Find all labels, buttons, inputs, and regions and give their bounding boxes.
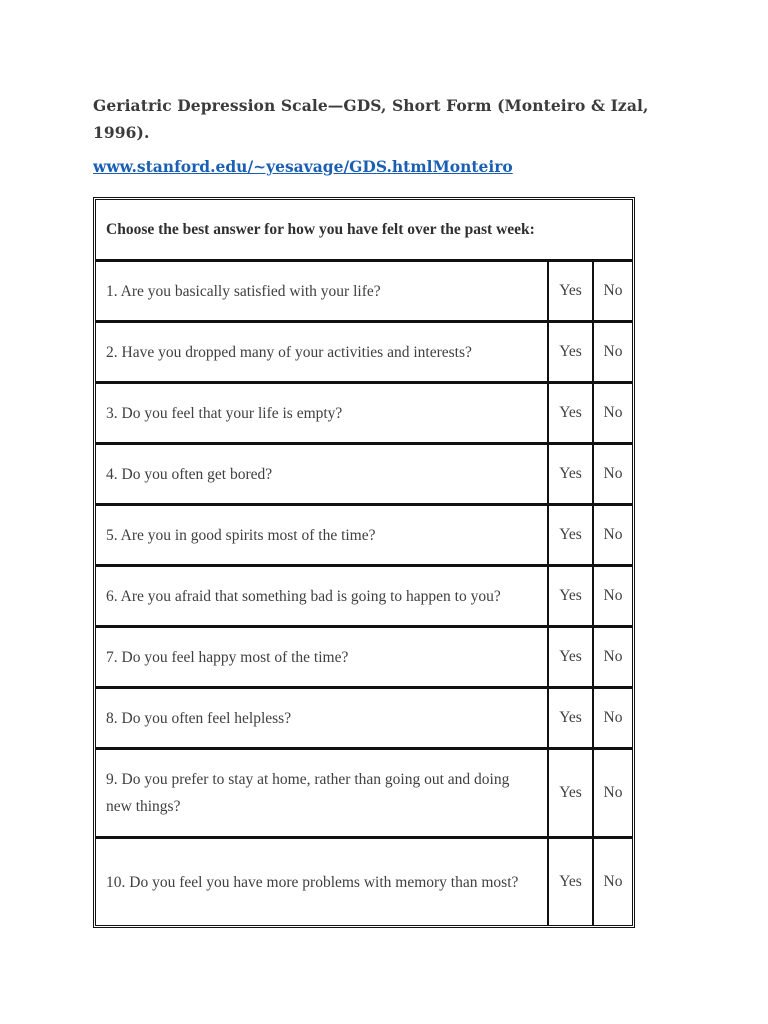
table-row (95, 626, 633, 687)
yes-option[interactable]: Yes (548, 837, 593, 926)
gds-table (93, 197, 635, 928)
document-title: Geriatric Depression Scale—GDS, Short Form (Monteiro & Izal, 1996). (93, 96, 649, 142)
no-option[interactable]: No (593, 443, 633, 504)
no-option[interactable]: No (593, 687, 633, 748)
question-8: 8. Do you often feel helpless? (95, 687, 548, 748)
question-10: 10. Do you feel you have more problems with memory than most? (95, 837, 548, 926)
question-1: 1. Are you basically satisfied with your life? (95, 260, 548, 321)
yes-option[interactable]: Yes (548, 748, 593, 837)
yes-option[interactable]: Yes (548, 443, 593, 504)
no-option[interactable]: No (593, 382, 633, 443)
table-row (95, 748, 633, 837)
table-row (95, 565, 633, 626)
yes-option[interactable]: Yes (548, 321, 593, 382)
table-row (95, 382, 633, 443)
yes-option[interactable]: Yes (548, 565, 593, 626)
question-2: 2. Have you dropped many of your activities and interests? (95, 321, 548, 382)
table-header: Choose the best answer for how you have felt over the past week: (95, 199, 633, 260)
yes-option[interactable]: Yes (548, 260, 593, 321)
table-row (95, 687, 633, 748)
source-link[interactable]: www.stanford.edu/~yesavage/GDS.htmlMonteiro (93, 157, 513, 176)
question-6: 6. Are you afraid that something bad is going to happen to you? (95, 565, 548, 626)
question-4: 4. Do you often get bored? (95, 443, 548, 504)
no-option[interactable]: No (593, 321, 633, 382)
yes-option[interactable]: Yes (548, 504, 593, 565)
yes-option[interactable]: Yes (548, 382, 593, 443)
question-7: 7. Do you feel happy most of the time? (95, 626, 548, 687)
table-row (95, 504, 633, 565)
question-9: 9. Do you prefer to stay at home, rather than going out and doing new things? (95, 748, 548, 837)
no-option[interactable]: No (593, 837, 633, 926)
table-row (95, 260, 633, 321)
no-option[interactable]: No (593, 565, 633, 626)
document-page (93, 92, 653, 891)
no-option[interactable]: No (593, 748, 633, 837)
no-option[interactable]: No (593, 626, 633, 687)
table-row (95, 837, 633, 926)
no-option[interactable]: No (593, 504, 633, 565)
no-option[interactable]: No (593, 260, 633, 321)
table-row (95, 321, 633, 382)
yes-option[interactable]: Yes (548, 687, 593, 748)
question-3: 3. Do you feel that your life is empty? (95, 382, 548, 443)
yes-option[interactable]: Yes (548, 626, 593, 687)
table-row (95, 443, 633, 504)
question-5: 5. Are you in good spirits most of the time? (95, 504, 548, 565)
